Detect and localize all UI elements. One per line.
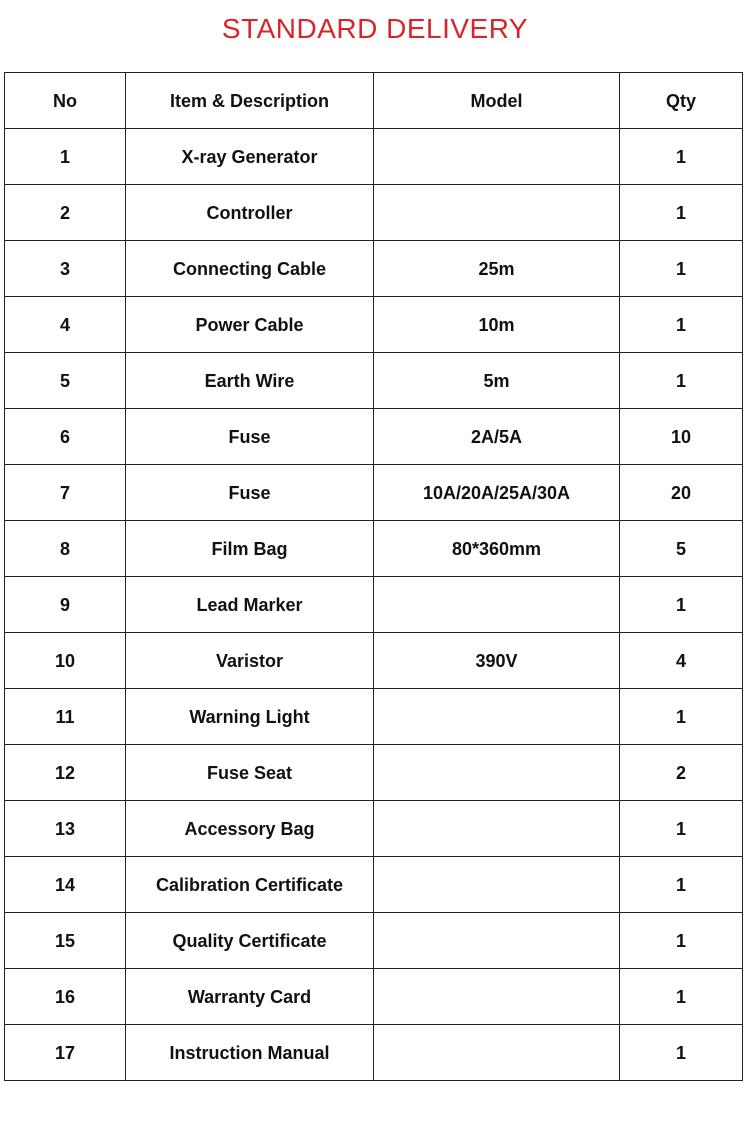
table-row (5, 801, 743, 857)
cell-qty: 4 (620, 633, 743, 689)
cell-model: 390V (374, 633, 620, 689)
cell-qty: 10 (620, 409, 743, 465)
cell-model: 5m (374, 353, 620, 409)
cell-item: Connecting Cable (126, 241, 374, 297)
cell-model: 2A/5A (374, 409, 620, 465)
cell-qty: 1 (620, 913, 743, 969)
table-row (5, 913, 743, 969)
cell-model (374, 913, 620, 969)
table-row (5, 353, 743, 409)
table-row (5, 969, 743, 1025)
cell-no: 8 (5, 521, 126, 577)
cell-item: Fuse Seat (126, 745, 374, 801)
table-row (5, 1025, 743, 1081)
table-header-row (5, 73, 743, 129)
cell-qty: 1 (620, 969, 743, 1025)
cell-no: 17 (5, 1025, 126, 1081)
cell-no: 4 (5, 297, 126, 353)
cell-item: Lead Marker (126, 577, 374, 633)
cell-qty: 1 (620, 353, 743, 409)
cell-item: Power Cable (126, 297, 374, 353)
cell-qty: 1 (620, 857, 743, 913)
cell-item: Warranty Card (126, 969, 374, 1025)
table-body (5, 129, 743, 1081)
table-row (5, 521, 743, 577)
cell-no: 16 (5, 969, 126, 1025)
cell-no: 6 (5, 409, 126, 465)
cell-model: 80*360mm (374, 521, 620, 577)
cell-no: 12 (5, 745, 126, 801)
table-row (5, 129, 743, 185)
header-item-description: Item & Description (126, 73, 374, 129)
table-row (5, 857, 743, 913)
cell-item: Warning Light (126, 689, 374, 745)
table-row (5, 409, 743, 465)
cell-no: 3 (5, 241, 126, 297)
cell-item: Earth Wire (126, 353, 374, 409)
cell-qty: 1 (620, 1025, 743, 1081)
cell-item: Quality Certificate (126, 913, 374, 969)
cell-model: 10m (374, 297, 620, 353)
cell-model (374, 857, 620, 913)
cell-no: 5 (5, 353, 126, 409)
cell-item: Instruction Manual (126, 1025, 374, 1081)
table-row (5, 689, 743, 745)
cell-item: Calibration Certificate (126, 857, 374, 913)
cell-qty: 5 (620, 521, 743, 577)
table-row (5, 633, 743, 689)
cell-item: Fuse (126, 465, 374, 521)
cell-qty: 1 (620, 241, 743, 297)
cell-no: 7 (5, 465, 126, 521)
cell-model (374, 969, 620, 1025)
table-row (5, 745, 743, 801)
cell-qty: 1 (620, 297, 743, 353)
delivery-table (4, 72, 743, 1081)
cell-model (374, 801, 620, 857)
table-row (5, 465, 743, 521)
cell-item: Controller (126, 185, 374, 241)
table-row (5, 577, 743, 633)
cell-no: 9 (5, 577, 126, 633)
cell-model (374, 577, 620, 633)
header-no: No (5, 73, 126, 129)
cell-model (374, 689, 620, 745)
header-qty: Qty (620, 73, 743, 129)
cell-model (374, 129, 620, 185)
cell-qty: 20 (620, 465, 743, 521)
header-model: Model (374, 73, 620, 129)
cell-no: 15 (5, 913, 126, 969)
cell-model: 10A/20A/25A/30A (374, 465, 620, 521)
cell-no: 11 (5, 689, 126, 745)
cell-qty: 2 (620, 745, 743, 801)
cell-no: 2 (5, 185, 126, 241)
cell-item: Film Bag (126, 521, 374, 577)
cell-qty: 1 (620, 129, 743, 185)
page-title: STANDARD DELIVERY (221, 13, 529, 44)
cell-no: 14 (5, 857, 126, 913)
table-row (5, 241, 743, 297)
table-row (5, 185, 743, 241)
cell-model (374, 185, 620, 241)
cell-no: 1 (5, 129, 126, 185)
cell-item: Varistor (126, 633, 374, 689)
cell-item: X-ray Generator (126, 129, 374, 185)
cell-qty: 1 (620, 689, 743, 745)
cell-model: 25m (374, 241, 620, 297)
cell-no: 13 (5, 801, 126, 857)
cell-qty: 1 (620, 185, 743, 241)
cell-no: 10 (5, 633, 126, 689)
cell-qty: 1 (620, 577, 743, 633)
table-row (5, 297, 743, 353)
cell-model (374, 1025, 620, 1081)
cell-item: Accessory Bag (126, 801, 374, 857)
cell-model (374, 745, 620, 801)
cell-item: Fuse (126, 409, 374, 465)
cell-qty: 1 (620, 801, 743, 857)
